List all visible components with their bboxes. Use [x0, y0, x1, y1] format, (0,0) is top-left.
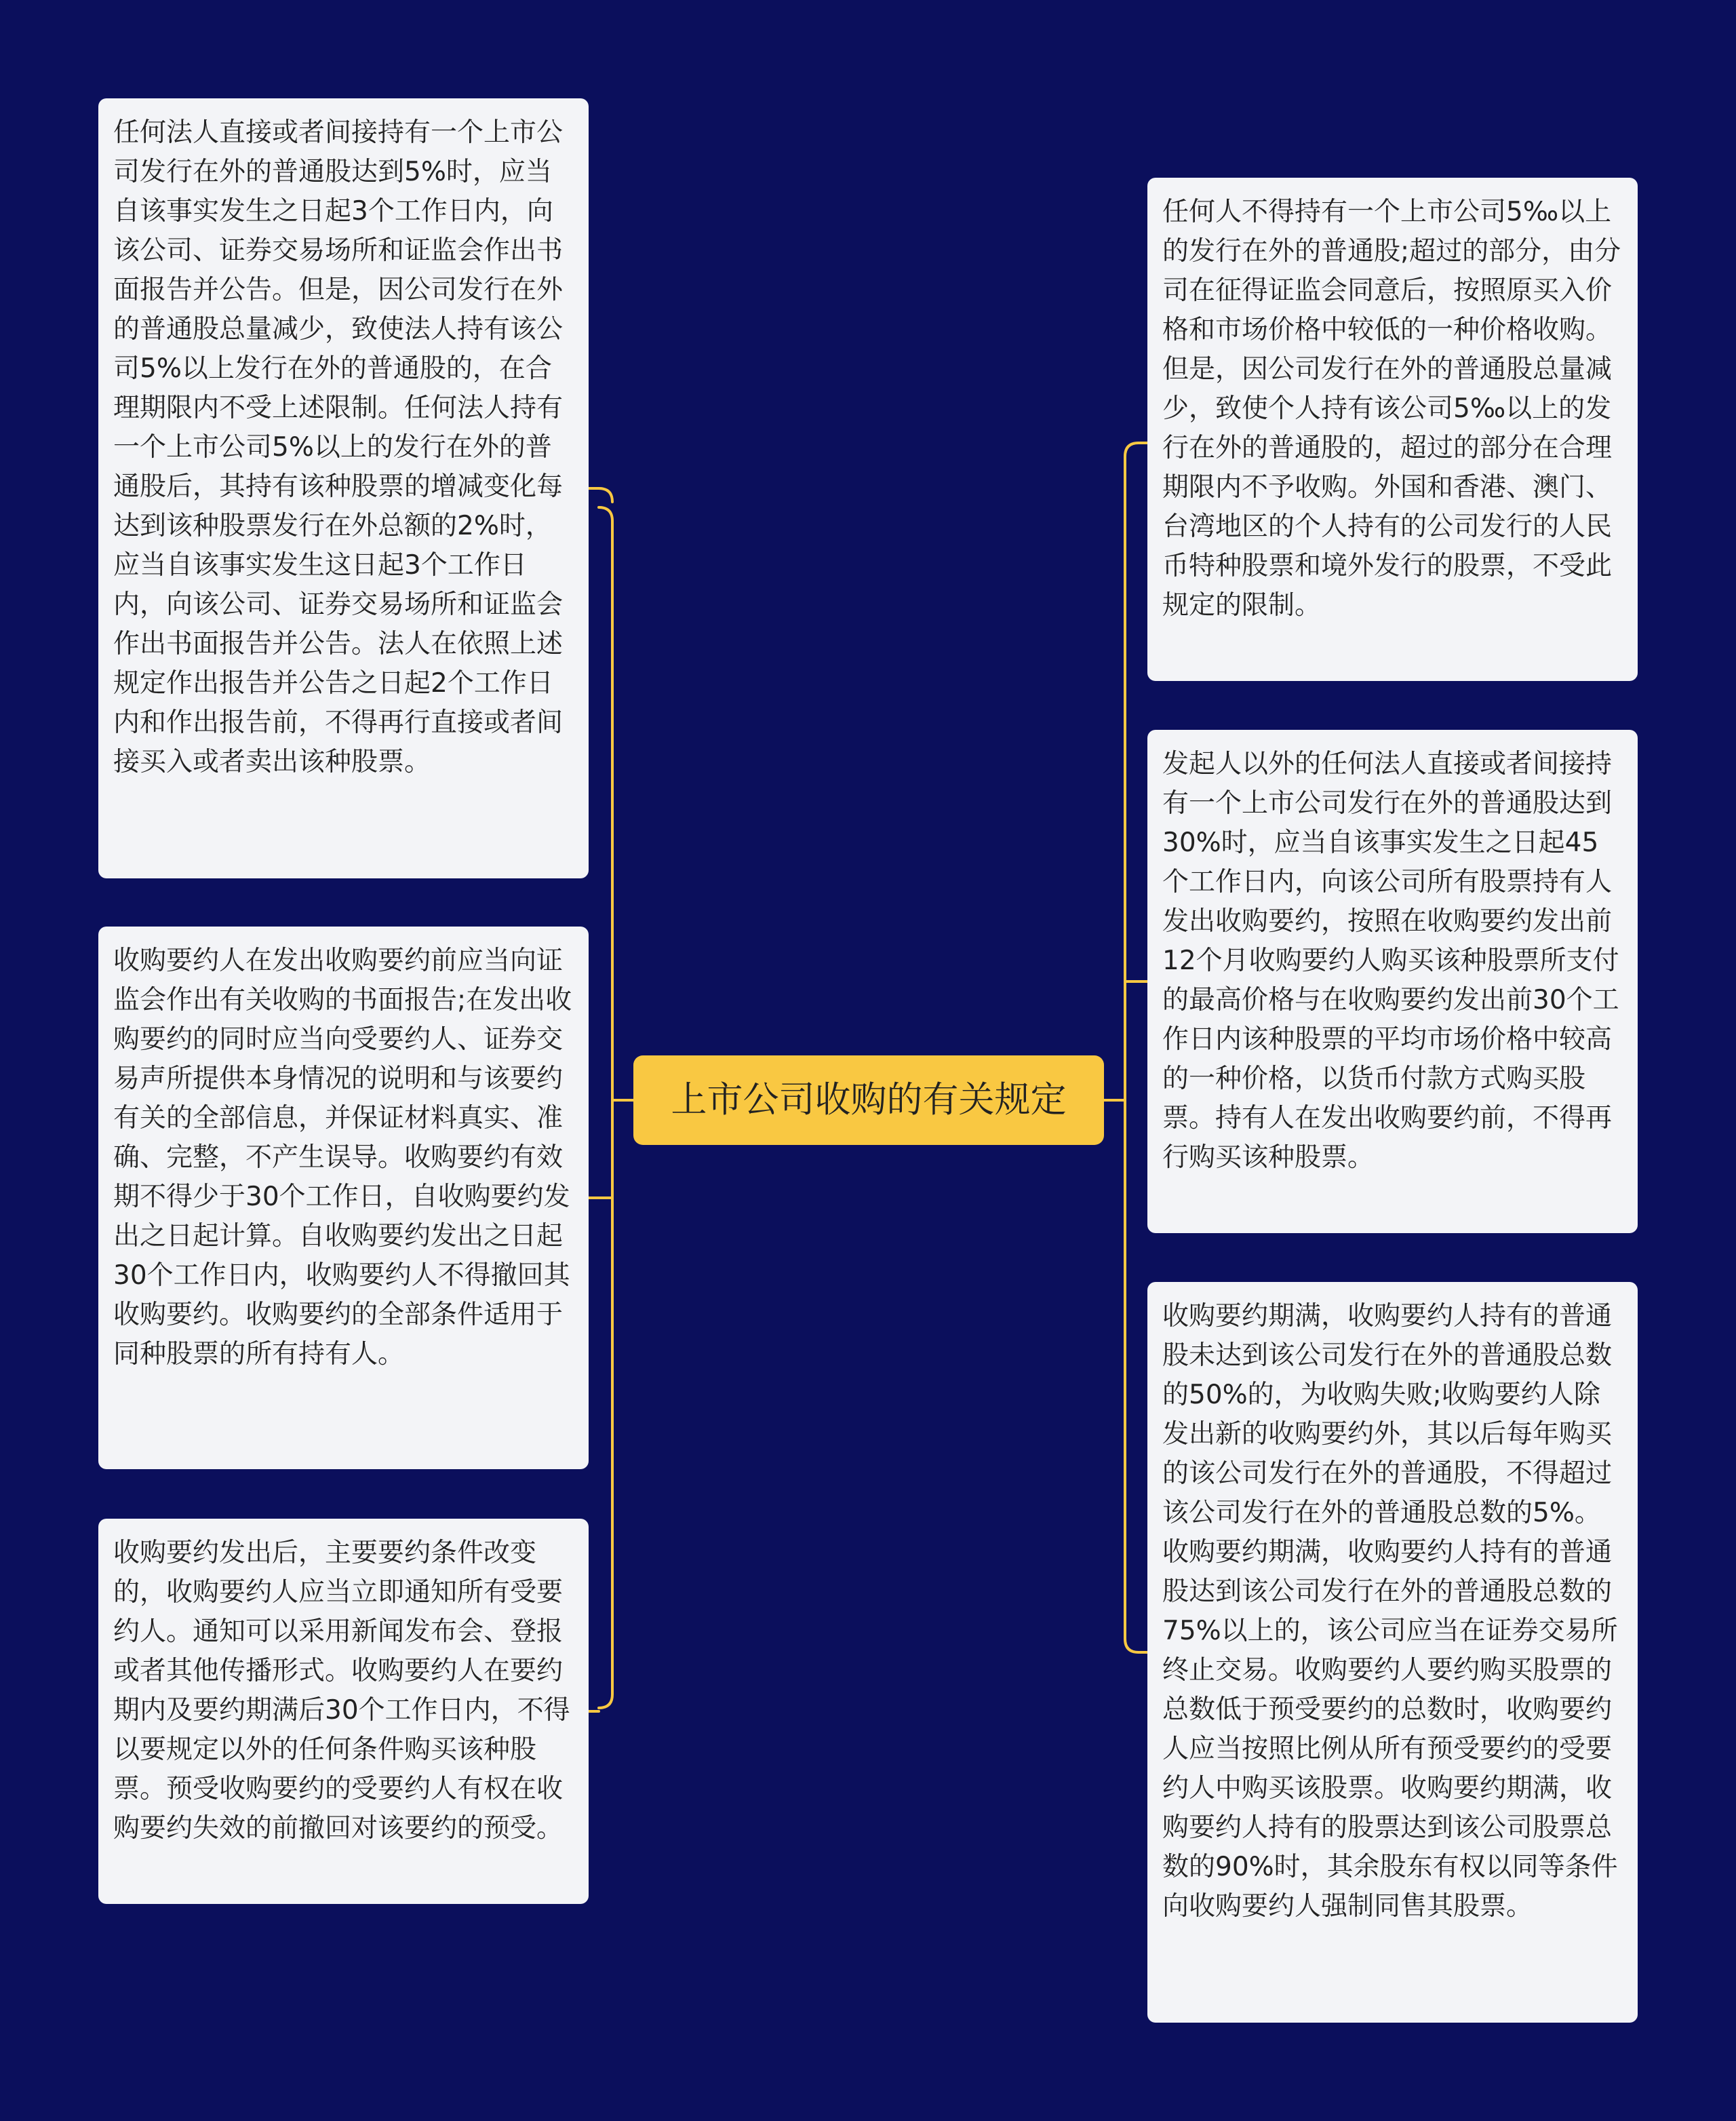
topic-node-left-3[interactable]: 收购要约发出后，主要要约条件改变的，收购要约人应当立即通知所有受要约人。通知可以采用新闻发布会、登报或者其他传播形式。收购要约人在要约期内及要约期满后30个工作日内，不得以要规定以外的任何条件购买该种股票。预受收购要约的受要约人有权在收购要约失效的前撤回对该要约的预受。 [98, 1519, 589, 1904]
topic-node-left-1[interactable]: 任何法人直接或者间接持有一个上市公司发行在外的普通股达到5%时，应当自该事实发生之日起3个工作日内，向该公司、证券交易场所和证监会作出书面报告并公告。但是，因公司发行在外的普通股总量减少，致使法人持有该公司5%以上发行在外的普通股的，在合理期限内不受上述限制。任何法人持有一个上市公司5%以上的发行在外的普通股后，其持有该种股票的增减变化每达到该种股票发行在外总额的2%时，应当自该事实发生这日起3个工作日内，向该公司、证券交易场所和证监会作出书面报告并公告。法人在依照上述规定作出报告并公告之日起2个工作日内和作出报告前，不得再行直接或者间接买入或者卖出该种股票。 [98, 98, 589, 878]
topic-node-left-2[interactable]: 收购要约人在发出收购要约前应当向证监会作出有关收购的书面报告;在发出收购要约的同时应当向受要约人、证券交易声所提供本身情况的说明和与该要约有关的全部信息，并保证材料真实、准确、完整，不产生误导。收购要约有效期不得少于30个工作日，自收购要约发出之日起计算。自收购要约发出之日起30个工作日内，收购要约人不得撤回其收购要约。收购要约的全部条件适用于同种股票的所有持有人。 [98, 927, 589, 1469]
connector-right-trunk [1125, 443, 1139, 1652]
central-topic[interactable]: 上市公司收购的有关规定 [633, 1055, 1104, 1145]
topic-node-right-1[interactable]: 任何人不得持有一个上市公司5‰以上的发行在外的普通股;超过的部分，由分司在征得证监会同意后，按照原买入价格和市场价格中较低的一种价格收购。但是，因公司发行在外的普通股总量减少，致使个人持有该公司5‰以上的发行在外的普通股的，超过的部分在合理期限内不予收购。外国和香港、澳门、台湾地区的个人持有的公司发行的人民币特种股票和境外发行的股票，不受此规定的限制。 [1147, 178, 1638, 681]
connector-left-node-1 [589, 488, 612, 502]
topic-node-right-2[interactable]: 发起人以外的任何法人直接或者间接持有一个上市公司发行在外的普通股达到30%时，应当自该事实发生之日起45个工作日内，向该公司所有股票持有人发出收购要约，按照在收购要约发出前12个月收购要约人购买该种股票所支付的最高价格与在收购要约发出前30个工作日内该种股票的平均市场价格中较高的一种价格，以货币付款方式购买股票。持有人在发出收购要约前，不得再行购买该种股票。 [1147, 730, 1638, 1233]
topic-node-right-3[interactable]: 收购要约期满，收购要约人持有的普通股未达到该公司发行在外的普通股总数的50%的，为收购失败;收购要约人除发出新的收购要约外，其以后每年购买的该公司发行在外的普通股，不得超过该公司发行在外的普通股总数的5%。收购要约期满，收购要约人持有的普通股达到该公司发行在外的普通股总数的75%以上的，该公司应当在证券交易所终止交易。收购要约人要约购买股票的总数低于预受要约的总数时，收购要约人应当按照比例从所有预受要约的受要约人中购买该股票。收购要约期满，收购要约人持有的股票达到该公司股票总数的90%时，其余股东有权以同等条件向收购要约人强制同售其股票。 [1147, 1282, 1638, 2023]
connector-left-trunk [599, 507, 612, 1708]
